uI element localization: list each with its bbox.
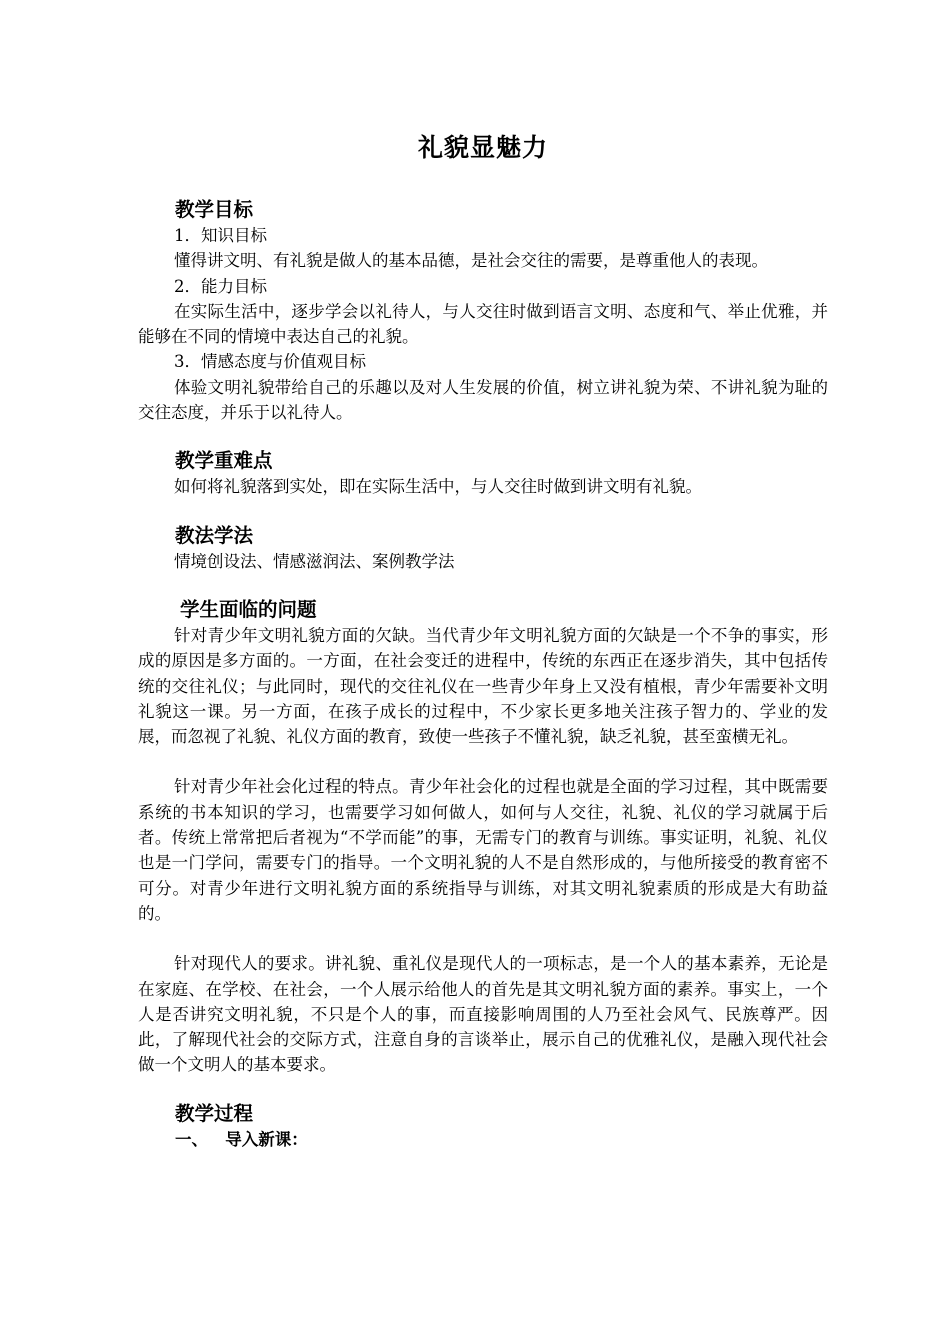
heading-key-points: 教学重难点 bbox=[175, 449, 273, 473]
document-page bbox=[138, 128, 828, 1175]
section-problems bbox=[138, 596, 828, 1078]
section-objectives bbox=[138, 196, 828, 425]
heading-problems: 学生面临的问题 bbox=[180, 597, 317, 621]
objective-item-knowledge-label: 1．知识目标 bbox=[174, 226, 267, 245]
section-key-points bbox=[138, 447, 828, 499]
objective-item-emotion-text: 体验文明礼貌带给自己的乐趣以及对人生发展的价值，树立讲礼貌为荣、不讲礼貌为耻的交往态度，并乐于以礼待人。 bbox=[138, 377, 828, 423]
problems-paragraph: 针对现代人的要求。讲礼貌、重礼仪是现代人的一项标志，是一个人的基本素养，无论是在家庭、在学校、在社会，一个人展示给他人的首先是其文明礼貌方面的素养。事实上，一个人是否讲究文明礼貌，不只是个人的事，而直接影响周围的人乃至社会风气、民族尊严。因此，了解现代社会的交际方式，注意自身的言谈举止，展示自己的优雅礼仪，是融入现代社会做一个文明人的基本要求。 bbox=[138, 954, 828, 1075]
objective-item-emotion-label: 3．情感态度与价值观目标 bbox=[174, 352, 366, 372]
document-title: 礼貌显魅力 bbox=[417, 133, 548, 162]
heading-objectives: 教学目标 bbox=[175, 198, 254, 221]
heading-process: 教学过程 bbox=[175, 1101, 254, 1125]
objective-item-ability-text: 在实际生活中，逐步学会以礼待人，与人交往时做到语言文明、态度和气、举止优雅，并能够在不同的情境中表达自己的礼貌。 bbox=[138, 301, 828, 347]
process-step-intro: 一、 导入新课： bbox=[175, 1129, 308, 1149]
problems-paragraph: 针对青少年社会化过程的特点。青少年社会化的过程也就是全面的学习过程，其中既需要系统的书本知识的学习，也需要学习如何做人，如何与人交往，礼貌、礼仪的学习就属于后者。传统上常常把后者视为“不学而能”的事，无需专门的教育与训练。事实证明，礼貌、礼仪也是一门学问，需要专门的指导。一个文明礼貌的人不是自然形成的，与他所接受的教育密不可分。对青少年进行文明礼貌方面的系统指导与训练，对其文明礼貌素质的形成是大有助益的。 bbox=[138, 777, 828, 923]
problems-paragraph: 针对青少年文明礼貌方面的欠缺。当代青少年文明礼貌方面的欠缺是一个不争的事实，形成的原因是多方面的。一方面，在社会变迁的进程中，传统的东西正在逐步消失，其中包括传统的交往礼仪；与此同时，现代的交往礼仪在一些青少年身上又没有植根，青少年需要补文明礼貌这一课。另一方面，在孩子成长的过程中，不少家长更多地关注孩子智力的、学业的发展，而忽视了礼貌、礼仪方面的教育，致使一些孩子不懂礼貌，缺乏礼貌，甚至蛮横无礼。 bbox=[138, 625, 828, 747]
section-methods bbox=[138, 522, 828, 574]
objective-item-ability-label: 2．能力目标 bbox=[174, 276, 267, 296]
methods-text: 情境创设法、情感滋润法、案例教学法 bbox=[174, 551, 455, 571]
key-points-text: 如何将礼貌落到实处，即在实际生活中，与人交往时做到讲文明有礼貌。 bbox=[174, 477, 702, 497]
heading-methods: 教法学法 bbox=[175, 523, 254, 547]
objective-item-knowledge-text: 懂得讲文明、有礼貌是做人的基本品德，是社会交往的需要，是尊重他人的表现。 bbox=[174, 251, 768, 271]
section-process bbox=[138, 1100, 828, 1153]
